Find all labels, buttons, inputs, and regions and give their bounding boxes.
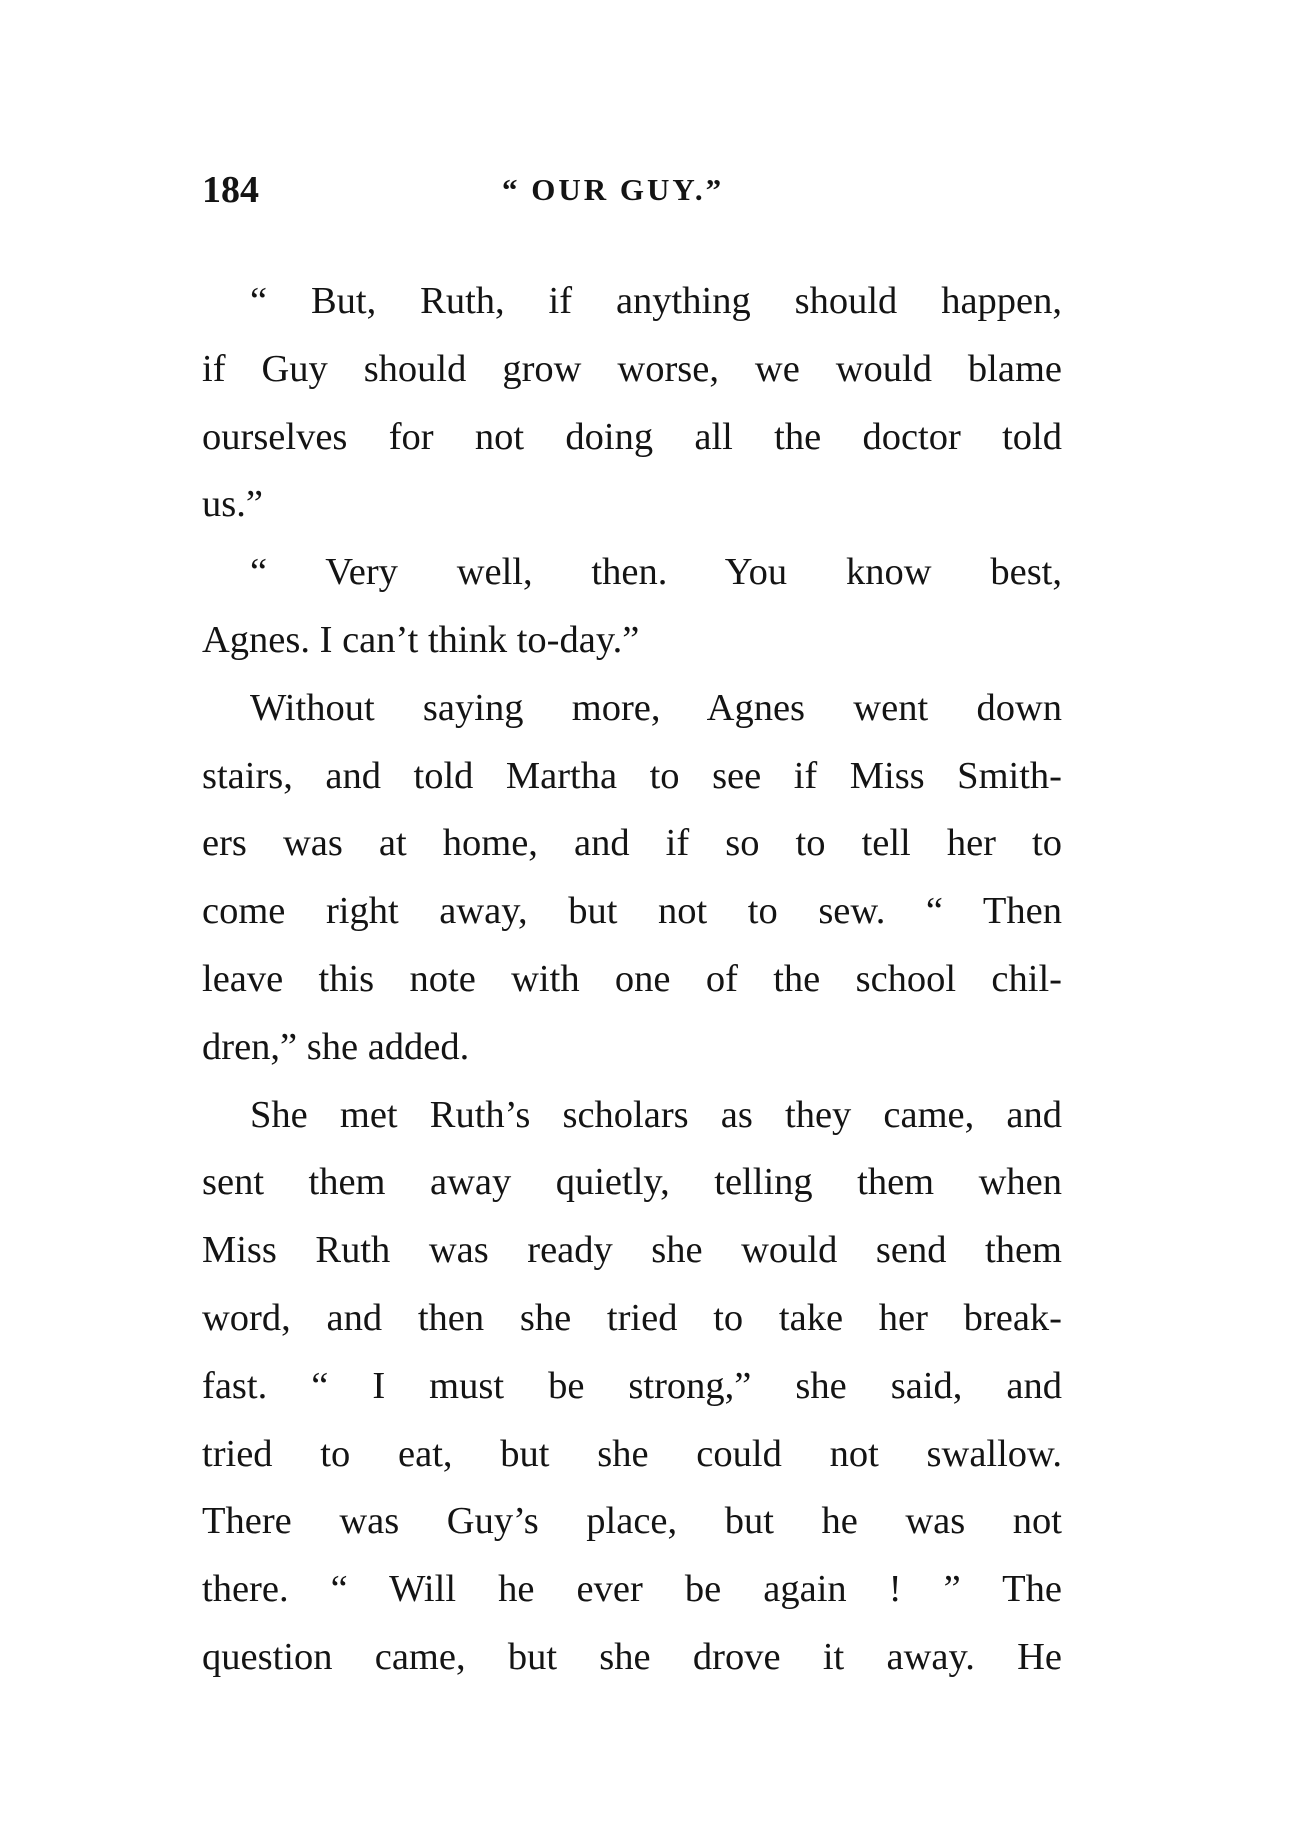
paragraph [202,268,1062,539]
text-line: question came, but she drove it away. He [202,1635,1062,1678]
text-line: us.” [202,483,263,526]
text-line: She met Ruth’s scholars as they came, and [250,1093,1062,1136]
text-line: leave this note with one of the school chil- [202,957,1062,1000]
paragraph [202,675,1062,1082]
text-line: dren,” she added. [202,1025,470,1068]
text-line: “ But, Ruth, if anything should happen, [250,280,1062,322]
text-line: fast. “ I must be strong,” she said, and [202,1364,1062,1407]
page-header [202,168,1062,224]
running-title: “ OUR GUY.” [502,172,725,207]
paragraph [202,539,1062,675]
text-line: sent them away quietly, telling them when [202,1161,1062,1204]
text-line: “ Very well, then. You know best, [250,551,1062,594]
text-line: there. “ Will he ever be again ! ” The [202,1568,1062,1611]
text-line: There was Guy’s place, but he was not [202,1500,1062,1543]
text-line: Agnes. I can’t think to-day.” [202,618,640,661]
text-line: if Guy should grow worse, we would blame [202,347,1062,390]
text-line: stairs, and told Martha to see if Miss Smith- [202,754,1062,797]
text-line: word, and then she tried to take her break- [202,1296,1062,1339]
body-text [202,268,1062,1692]
text-line: Miss Ruth was ready she would send them [202,1229,1062,1272]
page-number: 184 [202,169,259,211]
text-line: Without saying more, Agnes went down [250,686,1062,729]
text-line: come right away, but not to sew. “ Then [202,890,1062,933]
text-line: tried to eat, but she could not swallow. [202,1432,1062,1475]
paragraph [202,1082,1062,1692]
text-line: ourselves for not doing all the doctor told [202,415,1062,458]
text-line: ers was at home, and if so to tell her to [202,822,1062,865]
